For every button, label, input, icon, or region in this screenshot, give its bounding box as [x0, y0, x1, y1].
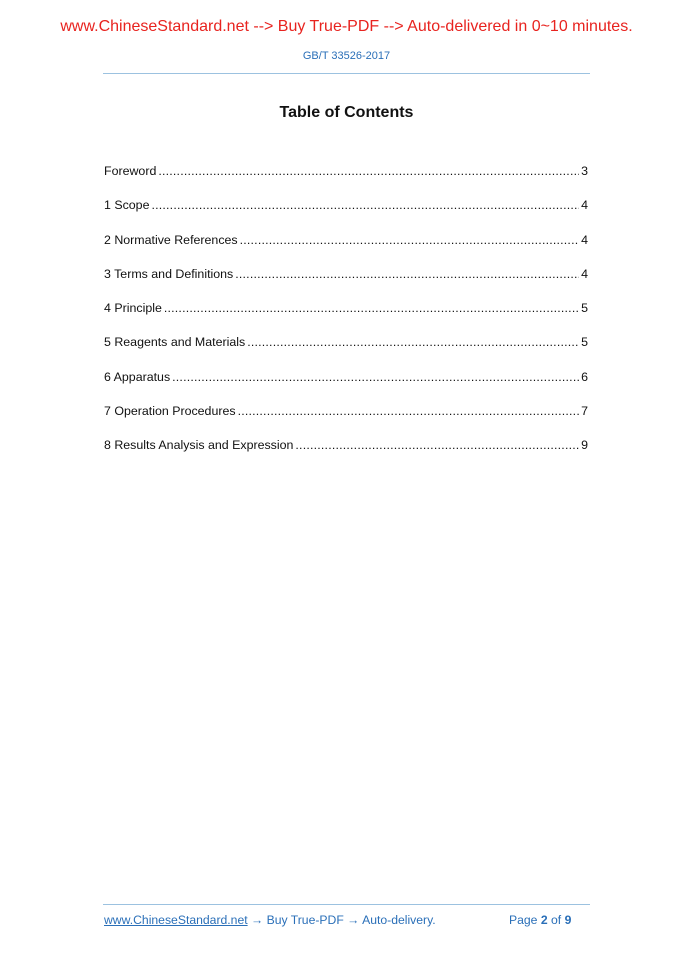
page-total: 9 — [564, 913, 572, 927]
footer-promo — [104, 913, 436, 927]
dot-leader — [151, 198, 579, 212]
table-of-contents — [104, 164, 588, 473]
toc-entry[interactable] — [104, 164, 588, 198]
toc-entry-title: 5 Reagents and Materials — [104, 335, 246, 350]
footer-promo-text: → Buy True-PDF → Auto-delivery. — [251, 913, 436, 927]
toc-entry-title: 3 Terms and Definitions — [104, 266, 234, 281]
toc-entry[interactable] — [104, 404, 588, 438]
toc-entry[interactable] — [104, 301, 588, 335]
document-id: GB/T 33526-2017 — [302, 50, 391, 62]
toc-entry-title: 4 Principle — [104, 301, 162, 316]
dot-leader — [158, 164, 579, 178]
page-current: 2 — [540, 913, 548, 927]
header-divider — [103, 73, 590, 74]
dot-leader — [240, 233, 579, 247]
toc-entry-title: 7 Operation Procedures — [104, 404, 236, 419]
toc-entry-title: 6 Apparatus — [104, 369, 171, 384]
toc-entry[interactable] — [104, 233, 588, 267]
dot-leader — [164, 301, 579, 315]
toc-entry-page: 9 — [581, 438, 588, 453]
toc-entry-page: 4 — [581, 266, 588, 281]
toc-entry-page: 5 — [581, 335, 588, 350]
page-label: Page — [509, 913, 538, 927]
toc-entry-title: 8 Results Analysis and Expression — [104, 438, 294, 453]
toc-entry[interactable] — [104, 198, 588, 232]
promo-banner[interactable]: www.ChineseStandard.net --> Buy True-PDF --> Auto-delivered in 0~10 minutes. — [60, 18, 633, 35]
toc-entry-page: 6 — [581, 369, 588, 384]
toc-entry[interactable] — [104, 267, 588, 301]
toc-entry-page: 5 — [581, 301, 588, 316]
dot-leader — [247, 335, 579, 349]
dot-leader — [235, 267, 579, 281]
toc-entry-page: 4 — [581, 232, 588, 247]
dot-leader — [172, 370, 579, 384]
toc-entry-page: 4 — [581, 198, 588, 213]
footer-divider — [103, 904, 590, 905]
footer-link[interactable]: www.ChineseStandard.net — [104, 913, 248, 927]
toc-entry[interactable] — [104, 370, 588, 404]
toc-entry[interactable] — [104, 335, 588, 369]
page-of-label: of — [551, 913, 562, 927]
dot-leader — [238, 404, 580, 418]
toc-title: Table of Contents — [279, 104, 414, 121]
toc-entry[interactable] — [104, 438, 588, 472]
page-indicator — [509, 913, 571, 927]
dot-leader — [295, 438, 579, 452]
toc-entry-title: Foreword — [104, 164, 157, 178]
toc-entry-page: 3 — [581, 164, 588, 178]
toc-entry-title: 1 Scope — [104, 198, 150, 213]
toc-entry-title: 2 Normative References — [104, 232, 238, 247]
toc-entry-page: 7 — [581, 404, 588, 419]
